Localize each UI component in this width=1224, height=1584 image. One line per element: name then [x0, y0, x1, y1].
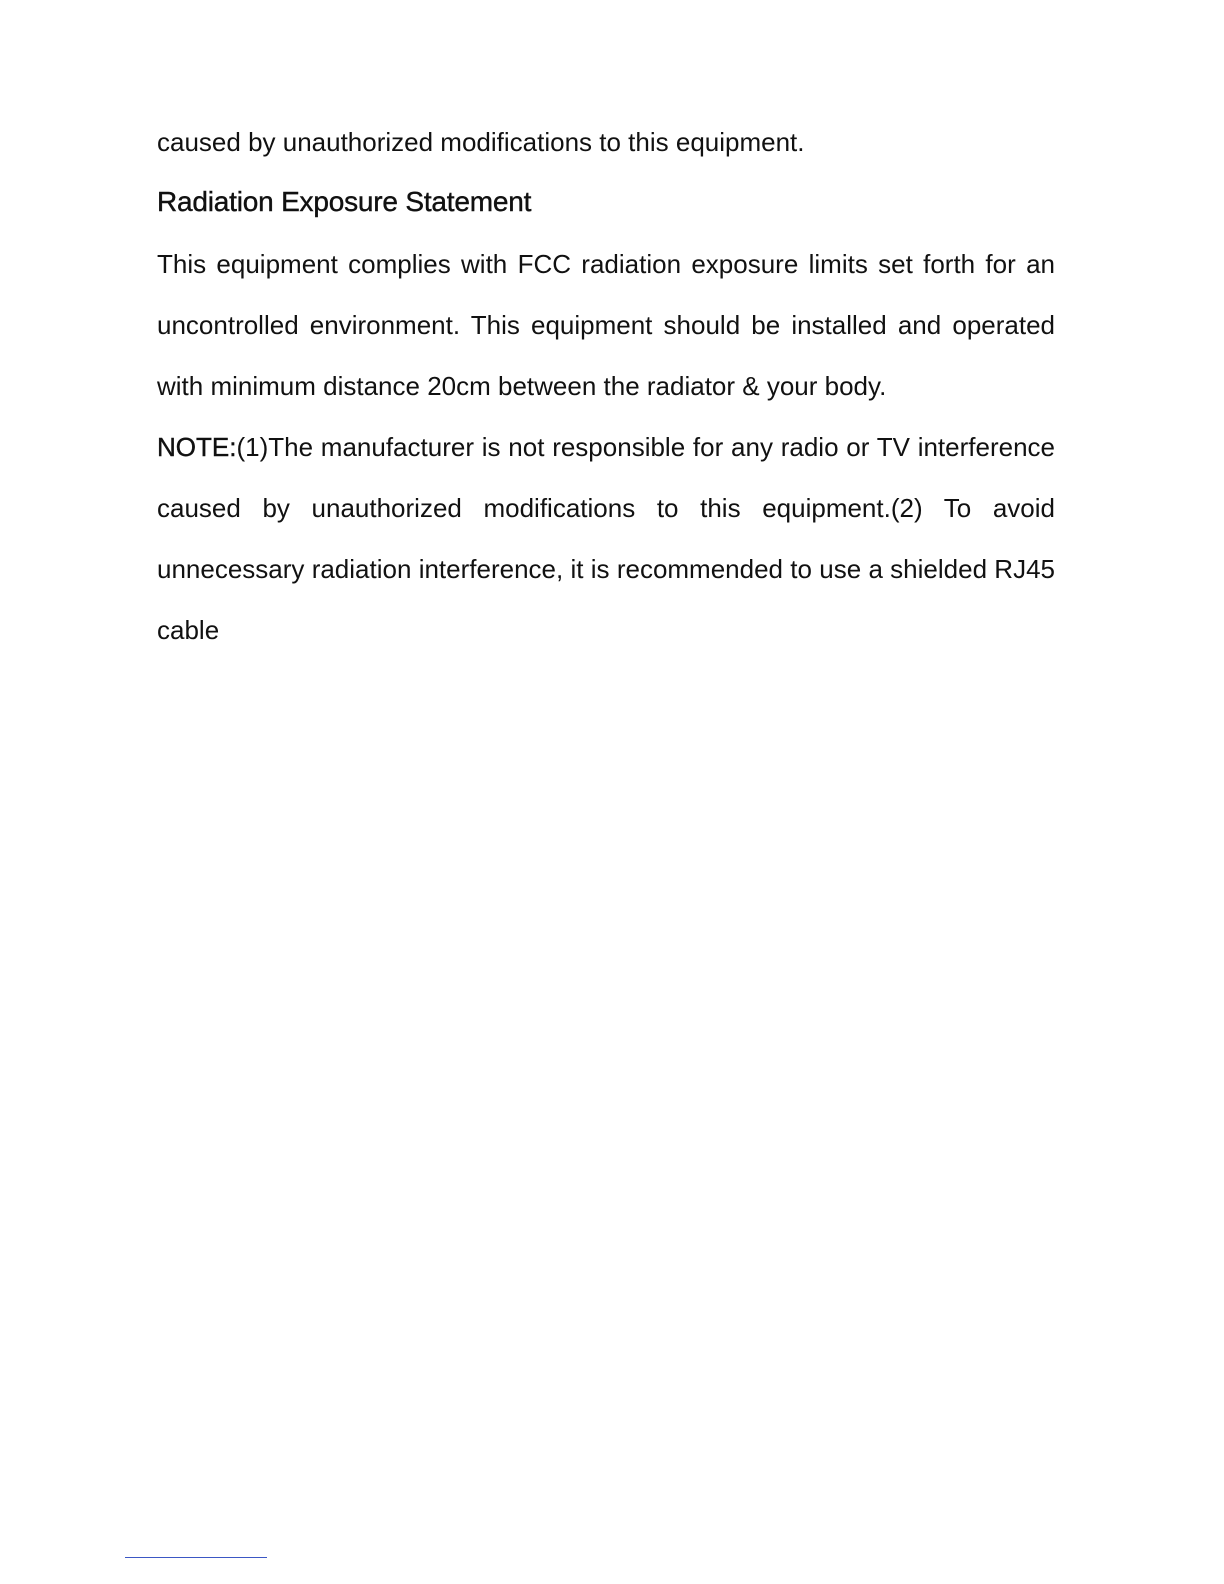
footnote-rule: [125, 1557, 267, 1558]
exposure-paragraph: This equipment complies with FCC radiation exposure limits set forth for an uncontrolled environment. This equipment should be installed and operated with minimum distance 20cm between the radiator & your body.: [157, 249, 1055, 401]
note-label: NOTE:: [157, 432, 237, 462]
continued-line: caused by unauthorized modifications to this equipment.: [157, 127, 805, 157]
section-heading: Radiation Exposure Statement: [157, 186, 532, 217]
note-paragraph: [157, 417, 1055, 661]
text-column: [157, 120, 1055, 661]
note-text: (1)The manufacturer is not responsible for any radio or TV interference caused by unauthorized modifications to this equipment.(2) To avoid unnecessary radiation interference, it is recommended to use a shielded RJ45 cable: [157, 432, 1055, 645]
